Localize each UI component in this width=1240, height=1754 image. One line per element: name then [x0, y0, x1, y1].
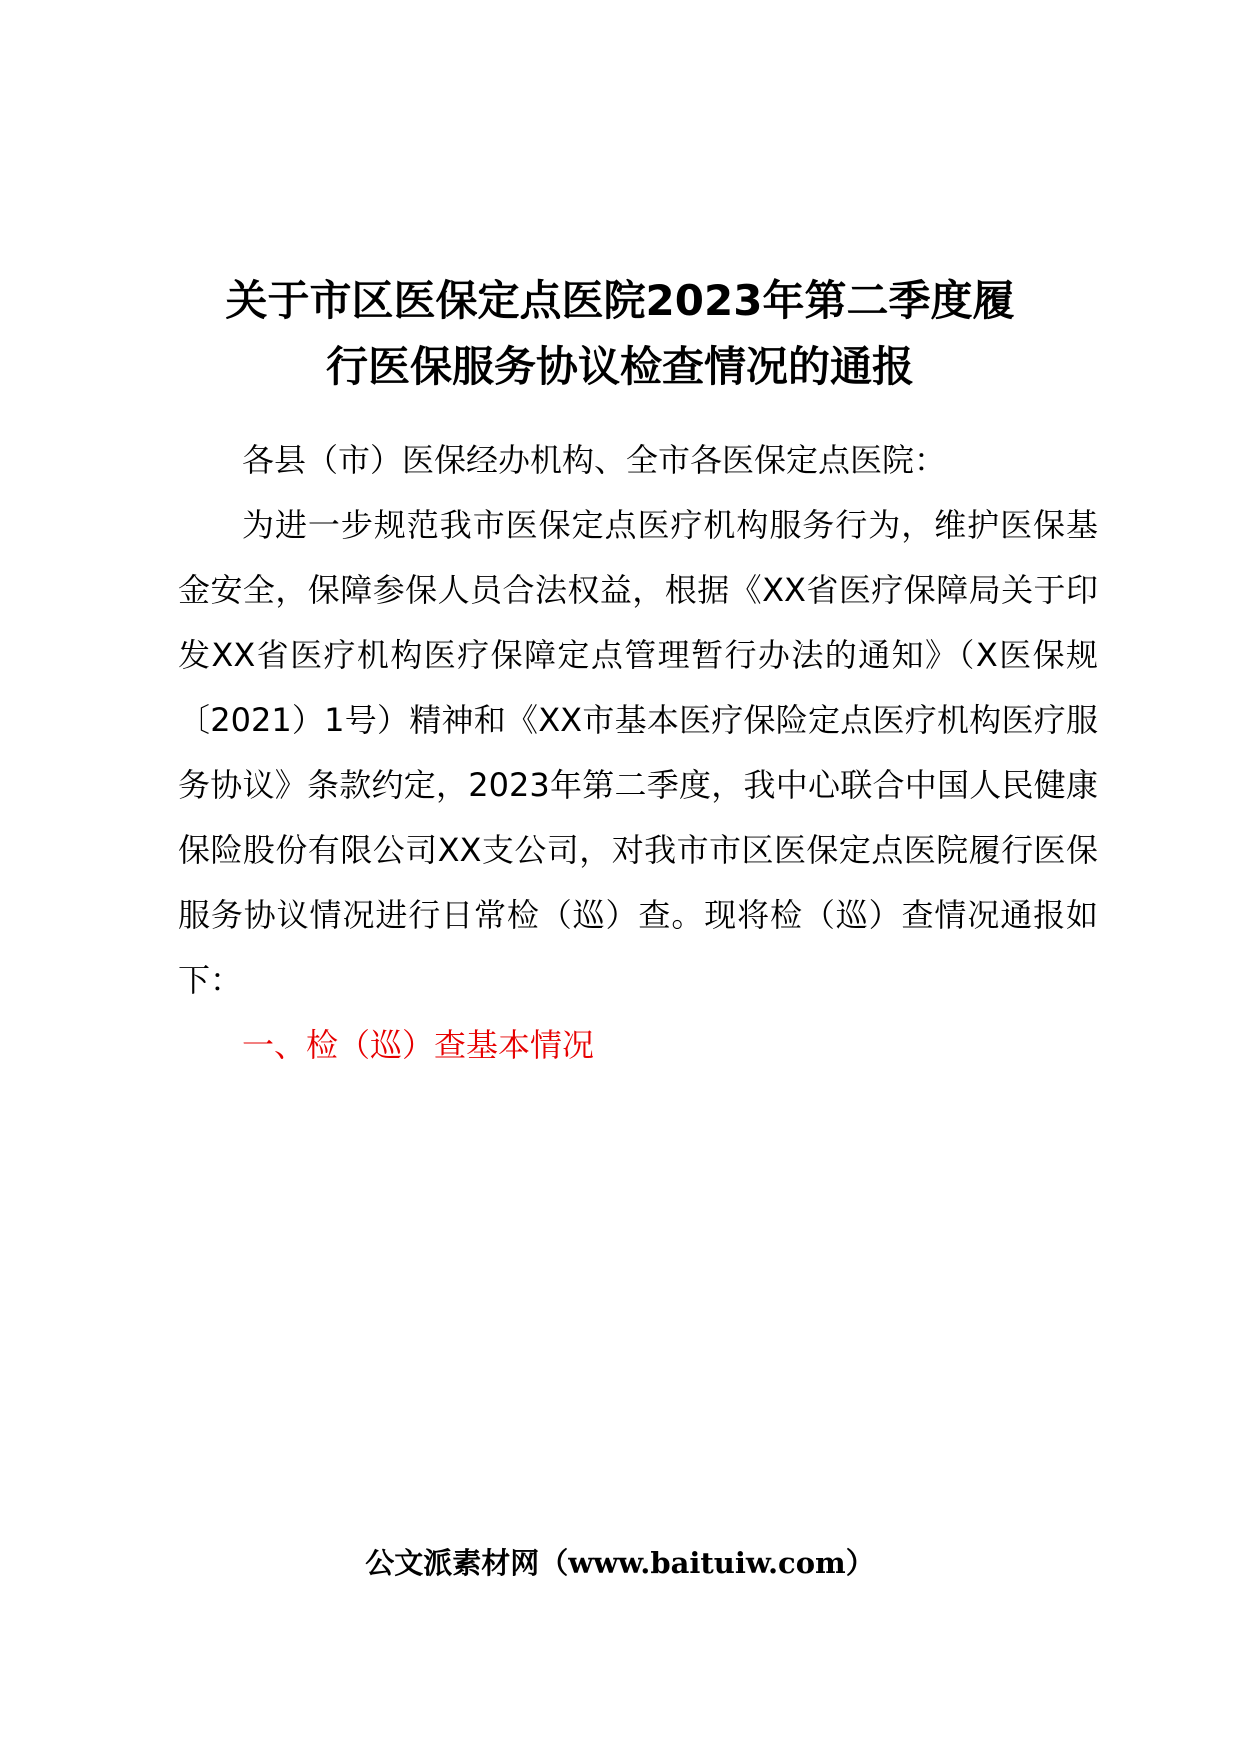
paragraph-intro: 为进一步规范我市医保定点医疗机构服务行为，维护医保基金安全，保障参保人员合法权益，根据《XX省医疗保障局关于印发XX省医疗机构医疗保障定点管理暂行办法的通知》（X医保规〔2021）1号）精神和《XX市基本医疗保险定点医疗机构医疗服务协议》条款约定，2023年第二季度，我中心联合中国人民健康保险股份有限公司XX支公司，对我市市区医保定点医院履行医保服务协议情况进行日常检（巡）查。现将检（巡）查情况通报如下：: [178, 506, 1098, 999]
title-line-1: 关于市区医保定点医院2023年第二季度履: [225, 276, 1015, 325]
document-title: [160, 268, 1080, 400]
footer-watermark: 公文派素材网（www.baituiw.com）: [365, 1546, 875, 1580]
salutation: 各县（市）医保经办机构、全市各医保定点医院：: [242, 441, 947, 479]
section-heading-1: 一、检（巡）查基本情况: [242, 1026, 595, 1064]
title-line-2: 行医保服务协议检查情况的通报: [325, 342, 914, 391]
document-body: [178, 428, 1098, 1078]
